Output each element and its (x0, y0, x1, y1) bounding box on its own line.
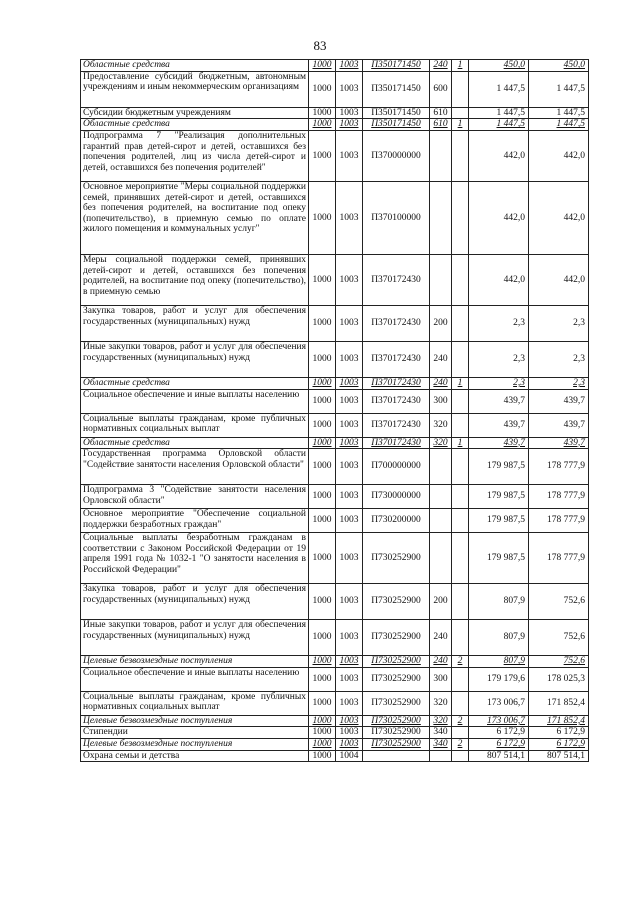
row-expense-type: 240 (430, 656, 452, 668)
row-amount-year2: 178 777,9 (529, 533, 589, 584)
row-funding-source (452, 449, 469, 485)
row-amount-year2: 752,6 (529, 584, 589, 620)
row-amount-year1: 1 447,5 (469, 119, 529, 131)
row-target-code: П370000000 (363, 130, 430, 181)
row-name: Основное мероприятие "Обеспечение социальной поддержки безработных граждан" (81, 509, 309, 533)
row-funding-source: 1 (452, 119, 469, 131)
table-row (81, 739, 589, 751)
row-target-code: П350171450 (363, 119, 430, 131)
row-section-code: 1000 (309, 727, 336, 739)
row-target-code: П730252900 (363, 691, 430, 715)
row-section-code: 1000 (309, 656, 336, 668)
row-subsection-code: 1003 (336, 691, 363, 715)
row-name: Подпрограмма 7 "Реализация дополнительных гарантий прав детей-сирот и детей, оставшихся без попечения родителей, лиц из числа детей-сирот и детей, оставшихся без попечения родителей" (81, 130, 309, 181)
row-name: Целевые безвозмездные поступления (81, 739, 309, 751)
table-row (81, 254, 589, 305)
row-amount-year2: 807 514,1 (529, 750, 589, 762)
row-expense-type (430, 449, 452, 485)
row-amount-year2: 171 852,4 (529, 715, 589, 727)
table-row (81, 533, 589, 584)
row-subsection-code: 1003 (336, 130, 363, 181)
row-funding-source (452, 485, 469, 509)
row-target-code: П730252900 (363, 727, 430, 739)
row-funding-source (452, 620, 469, 656)
row-funding-source: 1 (452, 60, 469, 72)
row-expense-type: 340 (430, 727, 452, 739)
table-row (81, 377, 589, 389)
row-subsection-code: 1003 (336, 254, 363, 305)
budget-table (80, 59, 589, 762)
row-subsection-code: 1003 (336, 377, 363, 389)
table-row (81, 584, 589, 620)
row-target-code: П730252900 (363, 715, 430, 727)
row-section-code: 1000 (309, 584, 336, 620)
row-amount-year1: 1 447,5 (469, 107, 529, 119)
row-expense-type: 240 (430, 60, 452, 72)
row-subsection-code: 1003 (336, 727, 363, 739)
table-row (81, 667, 589, 691)
row-section-code: 1000 (309, 620, 336, 656)
row-amount-year1: 442,0 (469, 181, 529, 254)
row-section-code: 1000 (309, 437, 336, 449)
row-section-code: 1000 (309, 130, 336, 181)
row-subsection-code: 1003 (336, 533, 363, 584)
table-row (81, 691, 589, 715)
row-expense-type (430, 509, 452, 533)
row-funding-source (452, 305, 469, 341)
row-expense-type: 300 (430, 389, 452, 413)
row-amount-year2: 442,0 (529, 181, 589, 254)
row-subsection-code: 1003 (336, 667, 363, 691)
row-amount-year1: 2,3 (469, 377, 529, 389)
row-target-code: П370172430 (363, 389, 430, 413)
row-funding-source: 1 (452, 377, 469, 389)
row-amount-year2: 178 025,3 (529, 667, 589, 691)
row-name: Социальные выплаты безработным гражданам в соответствии с Законом Российской Федерации от 19 апреля 1991 года № 1032-1 "О занятости населения в Российской Федерации" (81, 533, 309, 584)
row-amount-year2: 171 852,4 (529, 691, 589, 715)
row-expense-type (430, 254, 452, 305)
row-name: Подпрограмма 3 "Содействие занятости населения Орловской области" (81, 485, 309, 509)
row-funding-source: 2 (452, 656, 469, 668)
row-name: Целевые безвозмездные поступления (81, 656, 309, 668)
table-row (81, 71, 589, 107)
row-amount-year1: 6 172,9 (469, 727, 529, 739)
row-target-code: П730252900 (363, 656, 430, 668)
row-expense-type: 340 (430, 739, 452, 751)
row-amount-year1: 807,9 (469, 584, 529, 620)
table-row (81, 60, 589, 72)
row-subsection-code: 1003 (336, 449, 363, 485)
row-name: Стипендии (81, 727, 309, 739)
row-funding-source (452, 509, 469, 533)
row-subsection-code: 1003 (336, 437, 363, 449)
row-section-code: 1000 (309, 71, 336, 107)
row-target-code: П370172430 (363, 437, 430, 449)
row-funding-source (452, 71, 469, 107)
row-section-code: 1000 (309, 254, 336, 305)
row-expense-type (430, 750, 452, 762)
row-name: Закупка товаров, работ и услуг для обеспечения государственных (муниципальных) нужд (81, 305, 309, 341)
row-expense-type: 240 (430, 377, 452, 389)
row-expense-type: 320 (430, 715, 452, 727)
row-expense-type: 610 (430, 119, 452, 131)
row-expense-type (430, 533, 452, 584)
row-funding-source (452, 107, 469, 119)
row-target-code: П730252900 (363, 584, 430, 620)
row-section-code: 1000 (309, 533, 336, 584)
row-amount-year2: 178 777,9 (529, 485, 589, 509)
row-target-code: П730000000 (363, 485, 430, 509)
row-name: Социальное обеспечение и иные выплаты населению (81, 389, 309, 413)
row-expense-type: 600 (430, 71, 452, 107)
row-amount-year1: 807,9 (469, 620, 529, 656)
row-amount-year1: 439,7 (469, 437, 529, 449)
row-target-code: П350171450 (363, 60, 430, 72)
row-funding-source (452, 130, 469, 181)
row-funding-source: 2 (452, 739, 469, 751)
row-expense-type: 320 (430, 691, 452, 715)
row-name: Областные средства (81, 437, 309, 449)
row-expense-type: 240 (430, 620, 452, 656)
row-funding-source (452, 341, 469, 377)
row-amount-year1: 1 447,5 (469, 71, 529, 107)
row-section-code: 1000 (309, 750, 336, 762)
row-section-code: 1000 (309, 449, 336, 485)
row-funding-source (452, 181, 469, 254)
row-amount-year1: 439,7 (469, 389, 529, 413)
table-row (81, 341, 589, 377)
row-expense-type: 320 (430, 437, 452, 449)
row-amount-year1: 439,7 (469, 413, 529, 437)
row-section-code: 1000 (309, 60, 336, 72)
row-funding-source (452, 254, 469, 305)
row-amount-year2: 178 777,9 (529, 509, 589, 533)
row-amount-year2: 450,0 (529, 60, 589, 72)
row-amount-year2: 752,6 (529, 656, 589, 668)
table-row (81, 437, 589, 449)
row-subsection-code: 1003 (336, 71, 363, 107)
row-target-code: П370172430 (363, 413, 430, 437)
table-row (81, 130, 589, 181)
table-row (81, 389, 589, 413)
table-row (81, 750, 589, 762)
row-amount-year2: 6 172,9 (529, 739, 589, 751)
row-target-code: П370172430 (363, 341, 430, 377)
row-expense-type: 200 (430, 305, 452, 341)
row-section-code: 1000 (309, 377, 336, 389)
row-amount-year2: 6 172,9 (529, 727, 589, 739)
row-amount-year1: 807,9 (469, 656, 529, 668)
row-subsection-code: 1003 (336, 656, 363, 668)
row-section-code: 1000 (309, 107, 336, 119)
row-amount-year1: 173 006,7 (469, 691, 529, 715)
row-amount-year1: 179 987,5 (469, 485, 529, 509)
row-expense-type (430, 485, 452, 509)
row-amount-year2: 1 447,5 (529, 71, 589, 107)
table-row (81, 181, 589, 254)
row-section-code: 1000 (309, 739, 336, 751)
row-name: Государственная программа Орловской области "Содействие занятости населения Орловской области" (81, 449, 309, 485)
row-name: Социальные выплаты гражданам, кроме публичных нормативных социальных выплат (81, 413, 309, 437)
table-row (81, 413, 589, 437)
row-amount-year1: 442,0 (469, 130, 529, 181)
row-section-code: 1000 (309, 119, 336, 131)
table-row (81, 620, 589, 656)
row-name: Закупка товаров, работ и услуг для обеспечения государственных (муниципальных) нужд (81, 584, 309, 620)
row-expense-type (430, 181, 452, 254)
row-funding-source (452, 691, 469, 715)
table-row (81, 715, 589, 727)
row-target-code: П730252900 (363, 533, 430, 584)
row-target-code: П350171450 (363, 71, 430, 107)
row-amount-year2: 1 447,5 (529, 107, 589, 119)
row-amount-year2: 439,7 (529, 413, 589, 437)
row-target-code: П730252900 (363, 667, 430, 691)
row-name: Иные закупки товаров, работ и услуг для обеспечения государственных (муниципальных) нужд (81, 341, 309, 377)
row-subsection-code: 1003 (336, 389, 363, 413)
row-name: Иные закупки товаров, работ и услуг для обеспечения государственных (муниципальных) нужд (81, 620, 309, 656)
row-name: Субсидии бюджетным учреждениям (81, 107, 309, 119)
row-expense-type: 320 (430, 413, 452, 437)
row-subsection-code: 1003 (336, 60, 363, 72)
row-amount-year1: 450,0 (469, 60, 529, 72)
row-funding-source (452, 667, 469, 691)
row-expense-type: 200 (430, 584, 452, 620)
row-funding-source: 1 (452, 437, 469, 449)
row-section-code: 1000 (309, 715, 336, 727)
row-amount-year2: 439,7 (529, 389, 589, 413)
row-target-code: П350171450 (363, 107, 430, 119)
table-row (81, 509, 589, 533)
row-funding-source (452, 389, 469, 413)
row-amount-year2: 2,3 (529, 305, 589, 341)
row-section-code: 1000 (309, 667, 336, 691)
row-amount-year2: 1 447,5 (529, 119, 589, 131)
row-expense-type (430, 130, 452, 181)
row-target-code: П370172430 (363, 254, 430, 305)
row-subsection-code: 1003 (336, 305, 363, 341)
row-funding-source (452, 584, 469, 620)
row-amount-year1: 442,0 (469, 254, 529, 305)
row-amount-year1: 2,3 (469, 341, 529, 377)
row-name: Меры социальной поддержки семей, принявших детей-сирот и детей, оставшихся без попечения родителей, на воспитание под опеку (попечительство), в приемную семью (81, 254, 309, 305)
row-subsection-code: 1003 (336, 739, 363, 751)
row-subsection-code: 1003 (336, 509, 363, 533)
budget-table-body (81, 60, 589, 762)
row-subsection-code: 1003 (336, 485, 363, 509)
row-funding-source (452, 727, 469, 739)
row-name: Основное мероприятие "Меры социальной поддержки семей, принявших детей-сирот и детей, оставшихся без попечения родителей, на воспитание под опеку (попечительство), в приемную семью по оплате жилого помещения и коммунальных услуг" (81, 181, 309, 254)
row-section-code: 1000 (309, 181, 336, 254)
row-target-code (363, 750, 430, 762)
row-subsection-code: 1003 (336, 107, 363, 119)
row-section-code: 1000 (309, 305, 336, 341)
row-amount-year2: 178 777,9 (529, 449, 589, 485)
row-name: Областные средства (81, 60, 309, 72)
row-amount-year2: 752,6 (529, 620, 589, 656)
row-amount-year2: 442,0 (529, 254, 589, 305)
row-name: Областные средства (81, 377, 309, 389)
row-subsection-code: 1003 (336, 341, 363, 377)
table-row (81, 449, 589, 485)
row-funding-source (452, 533, 469, 584)
row-amount-year2: 442,0 (529, 130, 589, 181)
row-name: Областные средства (81, 119, 309, 131)
row-amount-year2: 2,3 (529, 341, 589, 377)
row-section-code: 1000 (309, 691, 336, 715)
row-section-code: 1000 (309, 485, 336, 509)
row-name: Социальное обеспечение и иные выплаты населению (81, 667, 309, 691)
row-target-code: П730252900 (363, 739, 430, 751)
row-expense-type: 240 (430, 341, 452, 377)
row-subsection-code: 1003 (336, 181, 363, 254)
row-name: Охрана семьи и детства (81, 750, 309, 762)
row-section-code: 1000 (309, 509, 336, 533)
table-row (81, 727, 589, 739)
row-target-code: П730200000 (363, 509, 430, 533)
row-target-code: П370172430 (363, 305, 430, 341)
row-amount-year2: 2,3 (529, 377, 589, 389)
row-amount-year1: 173 006,7 (469, 715, 529, 727)
table-row (81, 119, 589, 131)
row-expense-type: 300 (430, 667, 452, 691)
row-target-code: П370100000 (363, 181, 430, 254)
table-row (81, 656, 589, 668)
row-section-code: 1000 (309, 413, 336, 437)
row-subsection-code: 1003 (336, 119, 363, 131)
row-amount-year1: 2,3 (469, 305, 529, 341)
row-subsection-code: 1003 (336, 584, 363, 620)
table-row (81, 485, 589, 509)
row-name: Целевые безвозмездные поступления (81, 715, 309, 727)
row-target-code: П370172430 (363, 377, 430, 389)
budget-table-container (80, 59, 588, 762)
page-number: 83 (313, 38, 327, 53)
table-row (81, 305, 589, 341)
row-name: Предоставление субсидий бюджетным, автономным учреждениям и иным некоммерческим организациям (81, 71, 309, 107)
row-target-code: П700000000 (363, 449, 430, 485)
row-funding-source (452, 413, 469, 437)
row-amount-year1: 179 179,6 (469, 667, 529, 691)
row-subsection-code: 1003 (336, 715, 363, 727)
row-expense-type: 610 (430, 107, 452, 119)
row-amount-year1: 6 172,9 (469, 739, 529, 751)
row-amount-year2: 439,7 (529, 437, 589, 449)
row-name: Социальные выплаты гражданам, кроме публичных нормативных социальных выплат (81, 691, 309, 715)
row-amount-year1: 807 514,1 (469, 750, 529, 762)
row-subsection-code: 1004 (336, 750, 363, 762)
row-amount-year1: 179 987,5 (469, 509, 529, 533)
row-target-code: П730252900 (363, 620, 430, 656)
row-subsection-code: 1003 (336, 413, 363, 437)
row-amount-year1: 179 987,5 (469, 533, 529, 584)
row-funding-source: 2 (452, 715, 469, 727)
row-funding-source (452, 750, 469, 762)
table-row (81, 107, 589, 119)
row-section-code: 1000 (309, 389, 336, 413)
row-amount-year1: 179 987,5 (469, 449, 529, 485)
row-section-code: 1000 (309, 341, 336, 377)
row-subsection-code: 1003 (336, 620, 363, 656)
